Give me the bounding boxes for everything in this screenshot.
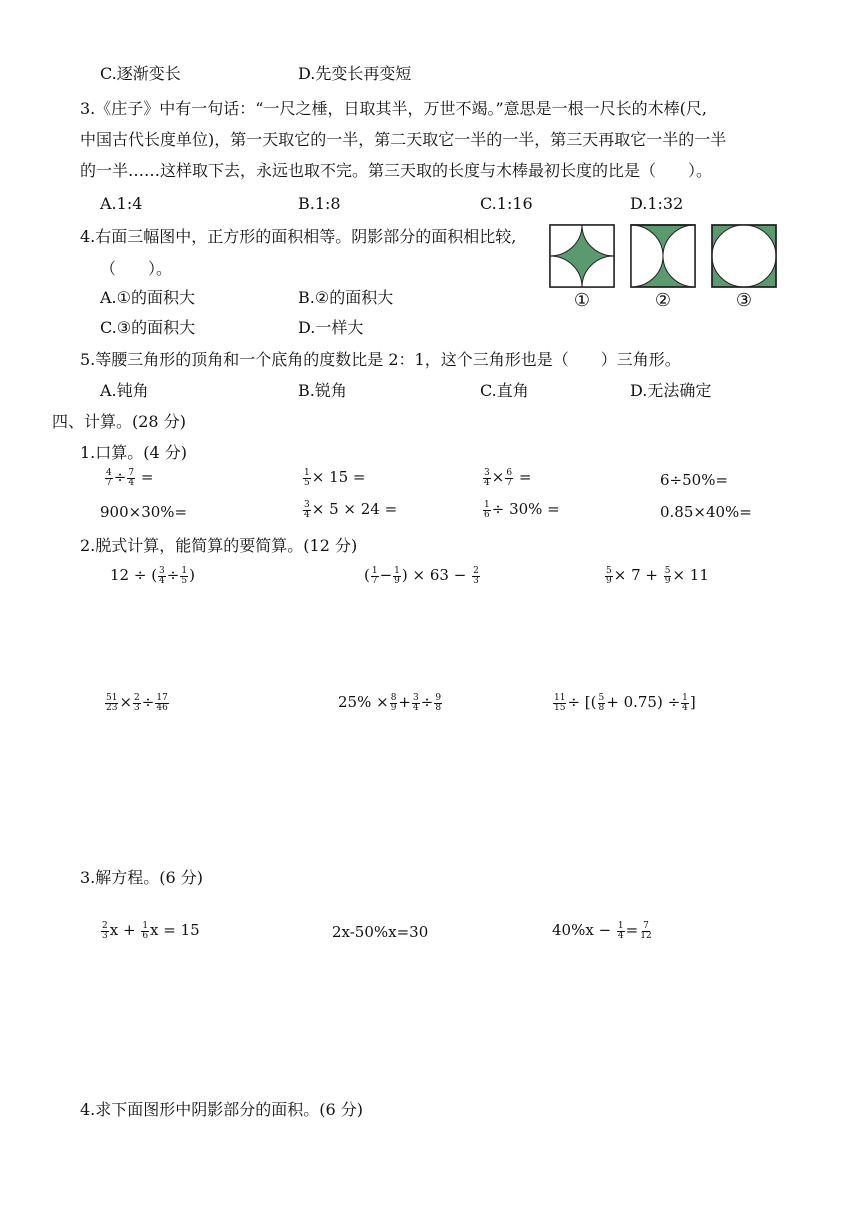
q3-option-a: A.1:4 (100, 194, 143, 213)
equation-3: 40%x − $\frac{1}{4}$ = $\frac{7}{12}$ (552, 920, 652, 941)
q3-option-b: B.1:8 (298, 194, 341, 213)
q4-option-c: C.③的面积大 (100, 318, 196, 337)
q5-option-b: B.锐角 (298, 381, 347, 400)
s1-title: 1.口算。(4 分) (80, 443, 188, 462)
q4-figure-2 (630, 224, 696, 288)
q4-figure-3-label: ③ (735, 290, 753, 311)
fraction: $\frac{4}{7}$ (106, 467, 112, 488)
fraction: $\frac{11}{15}$ (554, 692, 566, 713)
fraction: $\frac{1}{4}$ (682, 692, 688, 713)
fraction: $\frac{6}{7}$ (506, 467, 513, 488)
fraction: $\frac{5}{9}$ (606, 565, 612, 586)
fraction: $\frac{1}{9}$ (394, 565, 400, 586)
oral-calc-7: $\frac{1}{6}$ ÷ 30% = (484, 499, 560, 520)
fraction: $\frac{1}{6}$ (484, 499, 490, 520)
fraction: $\frac{2}{3}$ (102, 920, 108, 941)
s2-title: 2.脱式计算，能简算的要简算。(12 分) (80, 536, 358, 555)
expr-2: ( $\frac{1}{7}$ − $\frac{1}{9}$ ) × 63 − $\frac{2}{3}$ (364, 565, 479, 586)
fraction: $\frac{3}{4}$ (484, 467, 490, 488)
fraction: $\frac{17}{46}$ (156, 692, 168, 713)
oral-calc-6: $\frac{3}{4}$ × 5 × 24 = (304, 499, 398, 520)
q2-option-d: D.先变长再变短 (298, 64, 412, 83)
q5-option-d: D.无法确定 (630, 381, 712, 400)
fraction: $\frac{51}{23}$ (106, 692, 118, 713)
q5-option-a: A.钝角 (100, 381, 149, 400)
fraction: $\frac{2}{3}$ (134, 692, 140, 713)
fraction: $\frac{2}{3}$ (473, 565, 479, 586)
expr-3: $\frac{5}{9}$ × 7 + $\frac{5}{9}$ × 11 (606, 565, 709, 586)
fraction: $\frac{1}{5}$ (181, 565, 188, 586)
q4-option-d: D.一样大 (298, 318, 364, 337)
fraction: $\frac{5}{9}$ (664, 565, 671, 586)
fraction: $\frac{7}{4}$ (128, 467, 135, 488)
q5-option-c: C.直角 (480, 381, 529, 400)
fraction: $\frac{1}{4}$ (617, 920, 624, 941)
q4-option-a: A.①的面积大 (100, 288, 195, 307)
q4-figure-1-label: ① (573, 290, 591, 311)
fraction: $\frac{7}{12}$ (640, 920, 652, 941)
oral-calc-8: 0.85×40%= (660, 503, 752, 521)
equation-2: 2x-50%x=30 (332, 923, 429, 941)
oral-calc-5: 900×30%= (100, 503, 188, 521)
fraction: $\frac{9}{8}$ (435, 692, 442, 713)
expr-5: 25% × $\frac{8}{9}$ + $\frac{3}{4}$ ÷ $\frac{9}{8}$ (338, 692, 442, 713)
q5-line1: 5.等腰三角形的顶角和一个底角的度数比是 2：1，这个三角形也是（ ）三角形。 (80, 350, 681, 369)
section4-title: 四、计算。(28 分) (52, 412, 186, 431)
expr-1: 12 ÷ ( $\frac{3}{4}$ ÷ $\frac{1}{5}$ ) (110, 565, 195, 586)
fraction: $\frac{3}{4}$ (304, 499, 310, 520)
s3-title: 3.解方程。(6 分) (80, 868, 204, 887)
expr-6: $\frac{11}{15}$ ÷ [( $\frac{5}{8}$ + 0.75) ÷ $\frac{1}{4}$ ] (554, 692, 696, 713)
fraction: $\frac{1}{7}$ (371, 565, 378, 586)
q3-line3: 的一半……这样取下去，永远也取不完。第三天取的长度与木棒最初长度的比是（ ）。 (80, 161, 713, 180)
q4-figure-1 (549, 224, 615, 288)
q3-line1: 3.《庄子》中有一句话：“一尺之棰，日取其半，万世不竭。”意思是一根一尺长的木棒(尺, (80, 99, 707, 118)
q4-figure-2-label: ② (654, 290, 672, 311)
oral-calc-4: 6÷50%= (660, 471, 729, 489)
s4-title: 4.求下面图形中阴影部分的面积。(6 分) (80, 1100, 364, 1119)
q4-line2: （ ）。 (100, 259, 173, 278)
oral-calc-3: $\frac{3}{4}$ × $\frac{6}{7}$ = (484, 467, 532, 488)
fraction: $\frac{8}{9}$ (390, 692, 397, 713)
fraction: $\frac{5}{8}$ (598, 692, 605, 713)
q2-option-c: C.逐渐变长 (100, 64, 181, 83)
oral-calc-2: $\frac{1}{5}$ × 15 = (304, 467, 366, 488)
equation-1: $\frac{2}{3}$ x + $\frac{1}{6}$ x = 15 (102, 920, 200, 941)
q4-line1: 4.右面三幅图中，正方形的面积相等。阴影部分的面积相比较, (80, 227, 517, 246)
expr-4: $\frac{51}{23}$ × $\frac{2}{3}$ ÷ $\frac{17}{46}$ (106, 692, 168, 713)
fraction: $\frac{3}{4}$ (413, 692, 419, 713)
q3-option-d: D.1:32 (630, 194, 684, 213)
q3-option-c: C.1:16 (480, 194, 533, 213)
q4-figure-3 (711, 224, 777, 288)
fraction: $\frac{3}{4}$ (159, 565, 165, 586)
fraction: $\frac{1}{5}$ (304, 467, 310, 488)
oral-calc-1: $\frac{4}{7}$ ÷ $\frac{7}{4}$ = (106, 467, 154, 488)
q4-option-b: B.②的面积大 (298, 288, 394, 307)
fraction: $\frac{1}{6}$ (142, 920, 149, 941)
q3-line2: 中国古代长度单位)，第一天取它的一半，第二天取它一半的一半，第三天再取它一半的一半 (80, 130, 727, 149)
